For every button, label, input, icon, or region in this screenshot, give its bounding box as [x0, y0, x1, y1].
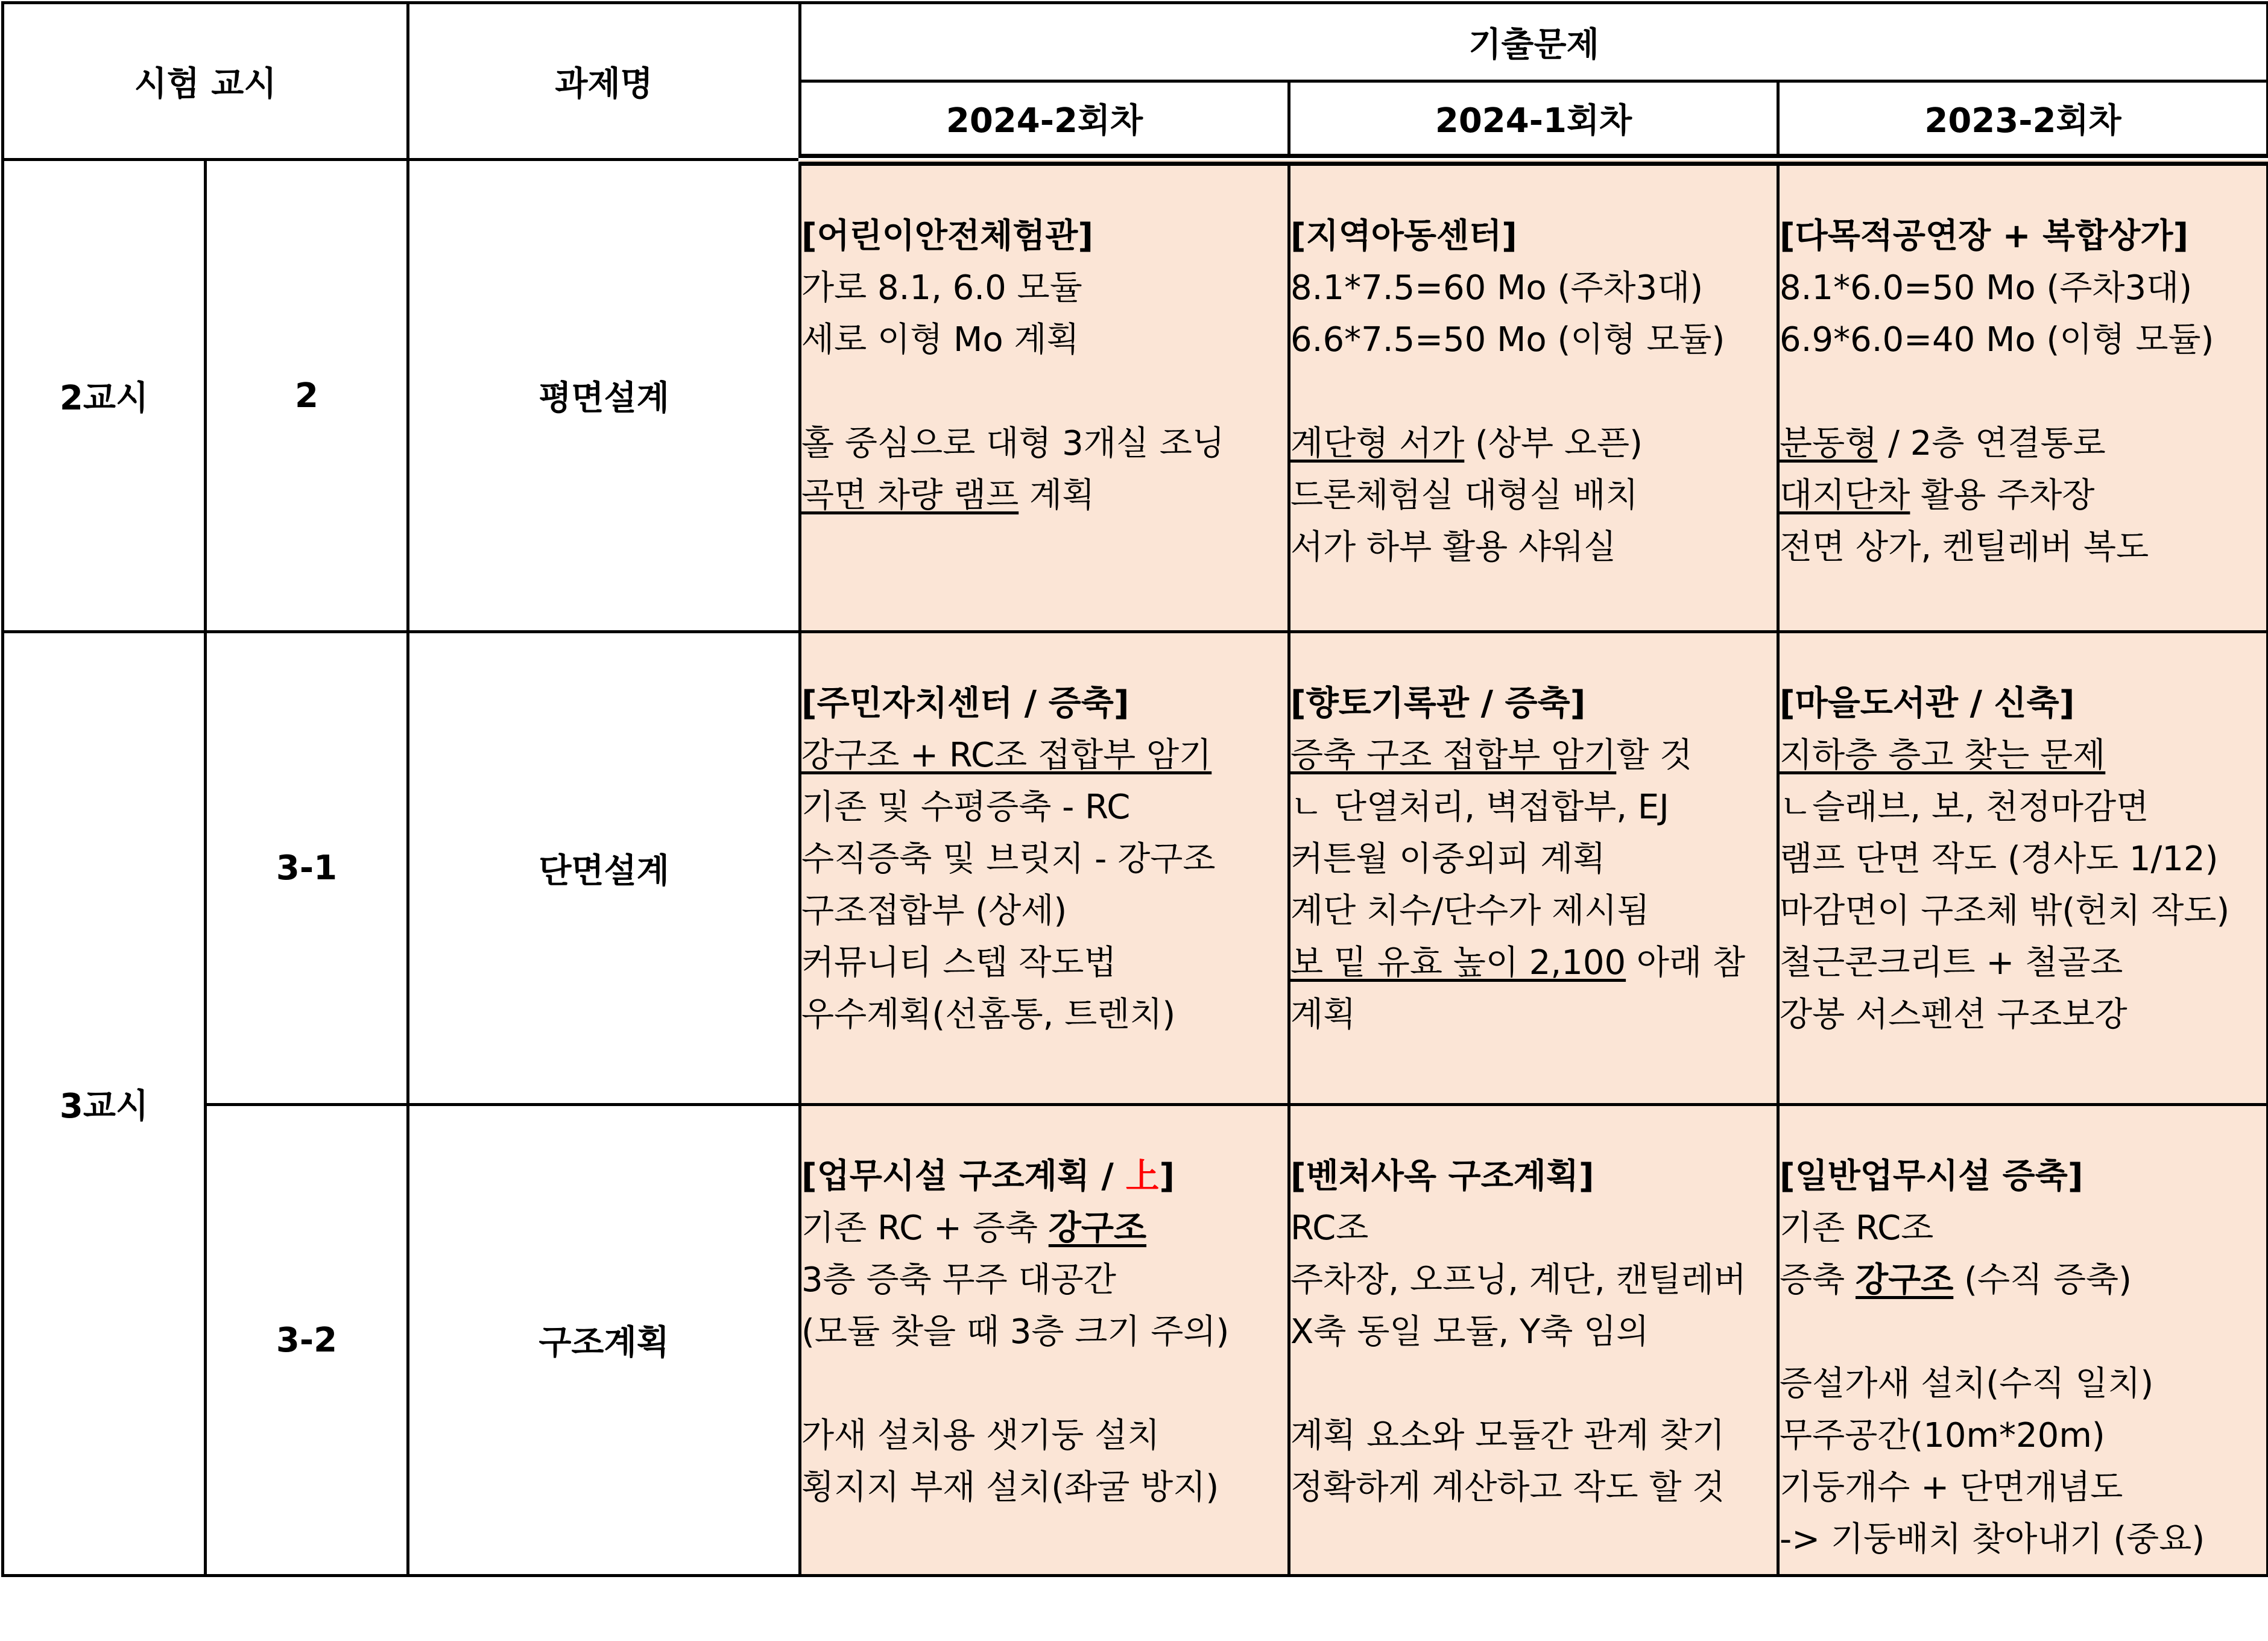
- question-cell: [800, 1105, 1289, 1576]
- task-number-cell: 3-1: [206, 632, 408, 1105]
- cell-line: [801, 1203, 1287, 1254]
- cell-line: [1290, 937, 1777, 989]
- line-gap: [801, 366, 1287, 418]
- line-text: 6.9*6.0=40 Mo (이형 모듈): [1780, 320, 2214, 359]
- cell-line: [1780, 730, 2266, 782]
- table-row: [3, 1105, 2268, 1576]
- cell-title: [마을도서관 / 신축]: [1780, 684, 2075, 723]
- line-text: 기존 RC + 증축: [801, 1209, 1049, 1248]
- cell-line: [1290, 1306, 1777, 1358]
- underlined-text: 증축 구조 접합부 암기: [1290, 736, 1617, 775]
- line-text: 커뮤니티 스텝 작도법: [801, 943, 1117, 982]
- cell-line: [1290, 989, 1777, 1041]
- cell-line: [1780, 522, 2266, 574]
- cell-line: [801, 1254, 1287, 1306]
- line-text: 기둥개수 + 단면개념도: [1780, 1468, 2123, 1507]
- cell-line: [1780, 262, 2266, 314]
- line-text: 철근콘크리트 + 철골조: [1780, 943, 2123, 982]
- cell-line: [1290, 522, 1777, 574]
- cell-line: [1290, 470, 1777, 522]
- cell-line: [1780, 1514, 2266, 1566]
- header-exam-period: 시험 교시: [3, 3, 408, 160]
- line-text: 6.6*7.5=50 Mo (이형 모듈): [1290, 320, 1725, 359]
- cell-line: [1780, 989, 2266, 1041]
- cell-line: [1290, 1410, 1777, 1462]
- cell-line: [1780, 1462, 2266, 1514]
- task-name-cell: 평면설계: [408, 160, 800, 632]
- cell-line: [801, 314, 1287, 366]
- task-name-cell: 구조계획: [408, 1105, 800, 1576]
- cell-line: [1290, 1254, 1777, 1306]
- line-text: 램프 단면 작도 (경사도 1/12): [1780, 839, 2219, 879]
- cell-line: [801, 418, 1287, 470]
- question-cell: [1289, 1105, 1778, 1576]
- line-rest: (상부 오픈): [1464, 423, 1643, 463]
- line-text: 기존 및 수평증축 - RC: [801, 788, 1131, 827]
- line-text: 전면 상가, 켄틸레버 복도: [1780, 527, 2149, 567]
- task-number-cell: 2: [206, 160, 408, 632]
- cell-line: [1290, 1462, 1777, 1514]
- line-text: 8.1*6.0=50 Mo (주차3대): [1780, 268, 2193, 308]
- cell-title: [어린이안전체험관]: [801, 216, 1093, 256]
- task-name-cell: 단면설계: [408, 632, 800, 1105]
- line-rest: 아래 참: [1626, 943, 1746, 982]
- line-text: 가로 8.1, 6.0 모듈: [801, 268, 1082, 308]
- question-cell: [1289, 632, 1778, 1105]
- cell-line: [1780, 418, 2266, 470]
- question-cell: [1778, 1105, 2268, 1576]
- line-text: 계단 치수/단수가 제시됨: [1290, 891, 1650, 931]
- line-text: 계획 요소와 모듈간 관계 찾기: [1290, 1416, 1725, 1455]
- cell-line: [1780, 1254, 2266, 1306]
- exam-period-cell: 3교시: [3, 632, 206, 1576]
- exam-table: [1, 1, 2268, 1577]
- cell-title: [일반업무시설 증축]: [1780, 1157, 2083, 1196]
- cell-line: [801, 1306, 1287, 1358]
- line-text: 세로 이형 Mo 계획: [801, 320, 1079, 359]
- cell-title: [다목적공연장 + 복합상가]: [1780, 216, 2189, 256]
- line-rest: 계획: [1019, 475, 1095, 515]
- cell-title-prefix: [업무시설 구조계획 /: [801, 1157, 1126, 1196]
- line-text: 계획: [1290, 995, 1356, 1034]
- line-text: ㄴ슬래브, 보, 천정마감면: [1780, 788, 2149, 827]
- question-cell: [800, 632, 1289, 1105]
- question-cell: [800, 160, 1289, 632]
- underlined-text: 보 밑 유효 높이 2,100: [1290, 943, 1626, 982]
- emphasized-text: 강구조: [1048, 1209, 1147, 1248]
- cell-line: [1780, 1358, 2266, 1410]
- cell-title: [벤처사옥 구조계획]: [1290, 1157, 1594, 1196]
- underlined-text: 계단형 서가: [1290, 423, 1465, 463]
- line-text: 강봉 서스펜션 구조보강: [1780, 995, 2127, 1034]
- table-row: [3, 632, 2268, 1105]
- cell-line: [801, 262, 1287, 314]
- cell-title: [801, 1151, 1287, 1203]
- cell-line: [1780, 782, 2266, 833]
- cell-line: [801, 833, 1287, 885]
- cell-line: [801, 730, 1287, 782]
- line-text: 횡지지 부재 설치(좌굴 방지): [801, 1468, 1219, 1507]
- cell-line: [801, 470, 1287, 522]
- line-text: 구조접합부 (상세): [801, 891, 1067, 931]
- line-text: 주차장, 오프닝, 계단, 캔틸레버: [1290, 1260, 1746, 1300]
- emphasized-text: 강구조: [1856, 1260, 1954, 1300]
- line-gap: [1290, 366, 1777, 418]
- header-past-questions: 기출문제: [800, 3, 2268, 81]
- cell-line: [1290, 418, 1777, 470]
- line-text: 기존 RC조: [1780, 1209, 1934, 1248]
- cell-title: [지역아동센터]: [1290, 216, 1517, 256]
- line-text: X축 동일 모듈, Y축 임의: [1290, 1312, 1649, 1352]
- line-text: 서가 하부 활용 샤워실: [1290, 527, 1617, 567]
- line-gap: [1780, 366, 2266, 418]
- cell-title: [향토기록관 / 증축]: [1290, 684, 1586, 723]
- line-gap: [1290, 1358, 1777, 1410]
- line-text: ㄴ 단열처리, 벽접합부, EJ: [1290, 788, 1669, 827]
- cell-line: [1780, 833, 2266, 885]
- line-text: 8.1*7.5=60 Mo (주차3대): [1290, 268, 1704, 308]
- task-number-cell: 3-2: [206, 1105, 408, 1576]
- cell-line: [1780, 314, 2266, 366]
- line-text: RC조: [1290, 1209, 1369, 1248]
- cell-line: [1290, 262, 1777, 314]
- cell-line: [1780, 937, 2266, 989]
- cell-line: [1290, 782, 1777, 833]
- line-text: 3층 증축 무주 대공간: [801, 1260, 1116, 1300]
- cell-line: [801, 989, 1287, 1041]
- cell-line: [801, 1462, 1287, 1514]
- line-text: 커튼월 이중외피 계획: [1290, 839, 1606, 879]
- table-row: [3, 160, 2268, 632]
- line-text: 증축: [1780, 1260, 1856, 1300]
- header-row-1: [3, 3, 2268, 81]
- line-text: 정확하게 계산하고 작도 할 것: [1290, 1468, 1725, 1507]
- question-cell: [1289, 160, 1778, 632]
- line-gap: [801, 1358, 1287, 1410]
- line-text: (모듈 찾을 때 3층 크기 주의): [801, 1312, 1230, 1352]
- cell-title-suffix: ]: [1159, 1157, 1175, 1196]
- underlined-text: 강구조 + RC조 접합부 암기: [801, 736, 1212, 775]
- header-task-name: 과제명: [408, 3, 800, 160]
- cell-line: [1780, 470, 2266, 522]
- underlined-text: 대지단차: [1780, 475, 1910, 515]
- question-cell: [1778, 632, 2268, 1105]
- cell-line: [1290, 833, 1777, 885]
- cell-line: [1290, 730, 1777, 782]
- line-text: 드론체험실 대형실 배치: [1290, 475, 1638, 515]
- question-cell: [1778, 160, 2268, 632]
- cell-line: [1290, 314, 1777, 366]
- cell-title: [주민자치센터 / 증축]: [801, 684, 1129, 723]
- cell-title-highlight: 上: [1125, 1157, 1160, 1196]
- cell-line: [1780, 1410, 2266, 1462]
- cell-line: [1780, 1203, 2266, 1254]
- line-rest: 활용 주차장: [1910, 475, 2095, 515]
- underlined-text: 분동형: [1780, 423, 1878, 463]
- cell-line: [801, 937, 1287, 989]
- cell-line: [1290, 885, 1777, 937]
- line-gap: [1780, 1306, 2266, 1358]
- header-round-2023-2: 2023-2회차: [1778, 81, 2268, 160]
- line-rest: (수직 증축): [1953, 1260, 2132, 1300]
- line-text: 마감면이 구조체 밖(헌치 작도): [1780, 891, 2230, 931]
- cell-line: [1290, 1203, 1777, 1254]
- cell-line: [801, 1410, 1287, 1462]
- line-text: 가새 설치용 샛기둥 설치: [801, 1416, 1160, 1455]
- line-rest: 할 것: [1616, 736, 1693, 775]
- line-rest: / 2층 연결통로: [1877, 423, 2106, 463]
- line-text: 수직증축 및 브릿지 - 강구조: [801, 839, 1216, 879]
- underlined-text: 지하층 층고 찾는 문제: [1780, 736, 2106, 775]
- header-round-2024-2: 2024-2회차: [800, 81, 1289, 160]
- cell-line: [801, 885, 1287, 937]
- line-text: 우수계획(선홈통, 트렌치): [801, 995, 1176, 1034]
- underlined-text: 곡면 차량 램프: [801, 475, 1019, 515]
- line-text: -> 기둥배치 찾아내기 (중요): [1780, 1520, 2205, 1559]
- exam-period-cell: 2교시: [3, 160, 206, 632]
- line-text: 홀 중심으로 대형 3개실 조닝: [801, 423, 1225, 463]
- cell-line: [801, 782, 1287, 833]
- header-round-2024-1: 2024-1회차: [1289, 81, 1778, 160]
- cell-line: [1780, 885, 2266, 937]
- line-text: 증설가새 설치(수직 일치): [1780, 1364, 2154, 1403]
- line-text: 무주공간(10m*20m): [1780, 1416, 2105, 1455]
